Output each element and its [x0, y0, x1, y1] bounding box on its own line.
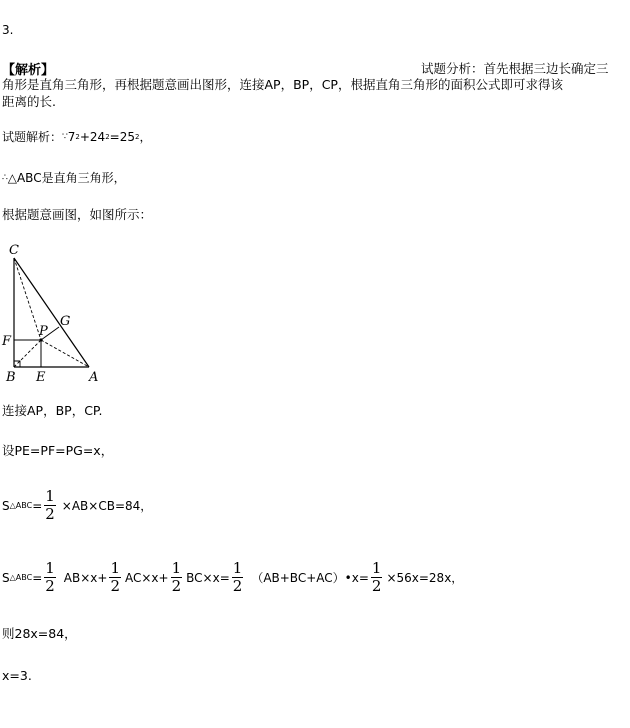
triangle-figure [0, 238, 110, 388]
analysis-intro: 试题分析：首先根据三边长确定三 [421, 61, 609, 76]
label-p: P [39, 324, 48, 339]
fraction-half: $\frac{1}{2}$ [171, 559, 182, 595]
eq2-term-5: ×56x=28x， [386, 570, 464, 585]
area-symbol: S [2, 570, 10, 585]
therefore-symbol: ∴ [2, 172, 8, 183]
then-statement: 则28x=84， [2, 626, 77, 641]
let-statement: 设PE=PF=PG=x， [2, 443, 114, 458]
connect-statement: 连接AP，BP，CP. [2, 403, 103, 418]
label-e: E [36, 370, 46, 385]
draw-statement: 根据题意画图，如图所示： [2, 207, 153, 222]
segment-cp [14, 258, 41, 340]
triangle-statement-line [2, 172, 126, 184]
fraction-half: $\frac{1}{2}$ [45, 487, 55, 523]
equals: = [32, 570, 43, 585]
solution-equation: 试题解析： ∵ 7 2 +24 2 =25 2 ， [2, 130, 152, 144]
eq2-term-1: AB×x+ [63, 570, 108, 585]
label-f: F [2, 334, 12, 349]
fraction-half: $\frac{1}{2}$ [371, 559, 382, 595]
area-equation-1 [2, 489, 152, 522]
eq-term-2: +24 [79, 130, 106, 144]
analysis-heading: 【解析】 [2, 63, 55, 78]
eq2-term-3: BC×x= [186, 570, 230, 585]
label-g: G [60, 314, 71, 329]
label-c: C [9, 243, 19, 258]
eq2-term-2: AC×x+ [125, 570, 169, 585]
solution-label: 试题解析： [2, 130, 63, 144]
area-subscript: △ABC [9, 500, 33, 510]
answer: x=3. [2, 668, 32, 683]
label-a: A [89, 370, 99, 385]
segment-bp [14, 340, 41, 367]
area-symbol: S [2, 498, 10, 513]
because-symbol: ∵ [62, 131, 68, 142]
eq-term-1: 7 [67, 130, 76, 144]
side-ca [14, 258, 89, 367]
triangle-statement: △ABC是直角三角形， [7, 171, 126, 185]
eq1-rest: ×AB×CB=84， [61, 498, 153, 513]
eq-end: ， [139, 130, 152, 144]
label-b: B [6, 370, 16, 385]
eq2-term-4: （AB+BC+AC）•x= [251, 570, 369, 585]
equals: = [32, 498, 43, 513]
analysis-line-3: 距离的长. [2, 94, 56, 109]
problem-number: 3. [2, 23, 14, 37]
eq-term-3: =25 [109, 130, 135, 144]
fraction-half: $\frac{1}{2}$ [232, 559, 243, 595]
fraction-half: $\frac{1}{2}$ [110, 559, 120, 595]
area-subscript: △ABC [9, 572, 33, 582]
analysis-line-2: 角形是直角三角形，再根据题意画出图形，连接AP，BP，CP，根据直角三角形的面积公式即可求得该 [2, 77, 563, 92]
fraction-half: $\frac{1}{2}$ [45, 559, 55, 595]
area-equation-2 [2, 561, 463, 594]
segment-ap [41, 340, 89, 367]
